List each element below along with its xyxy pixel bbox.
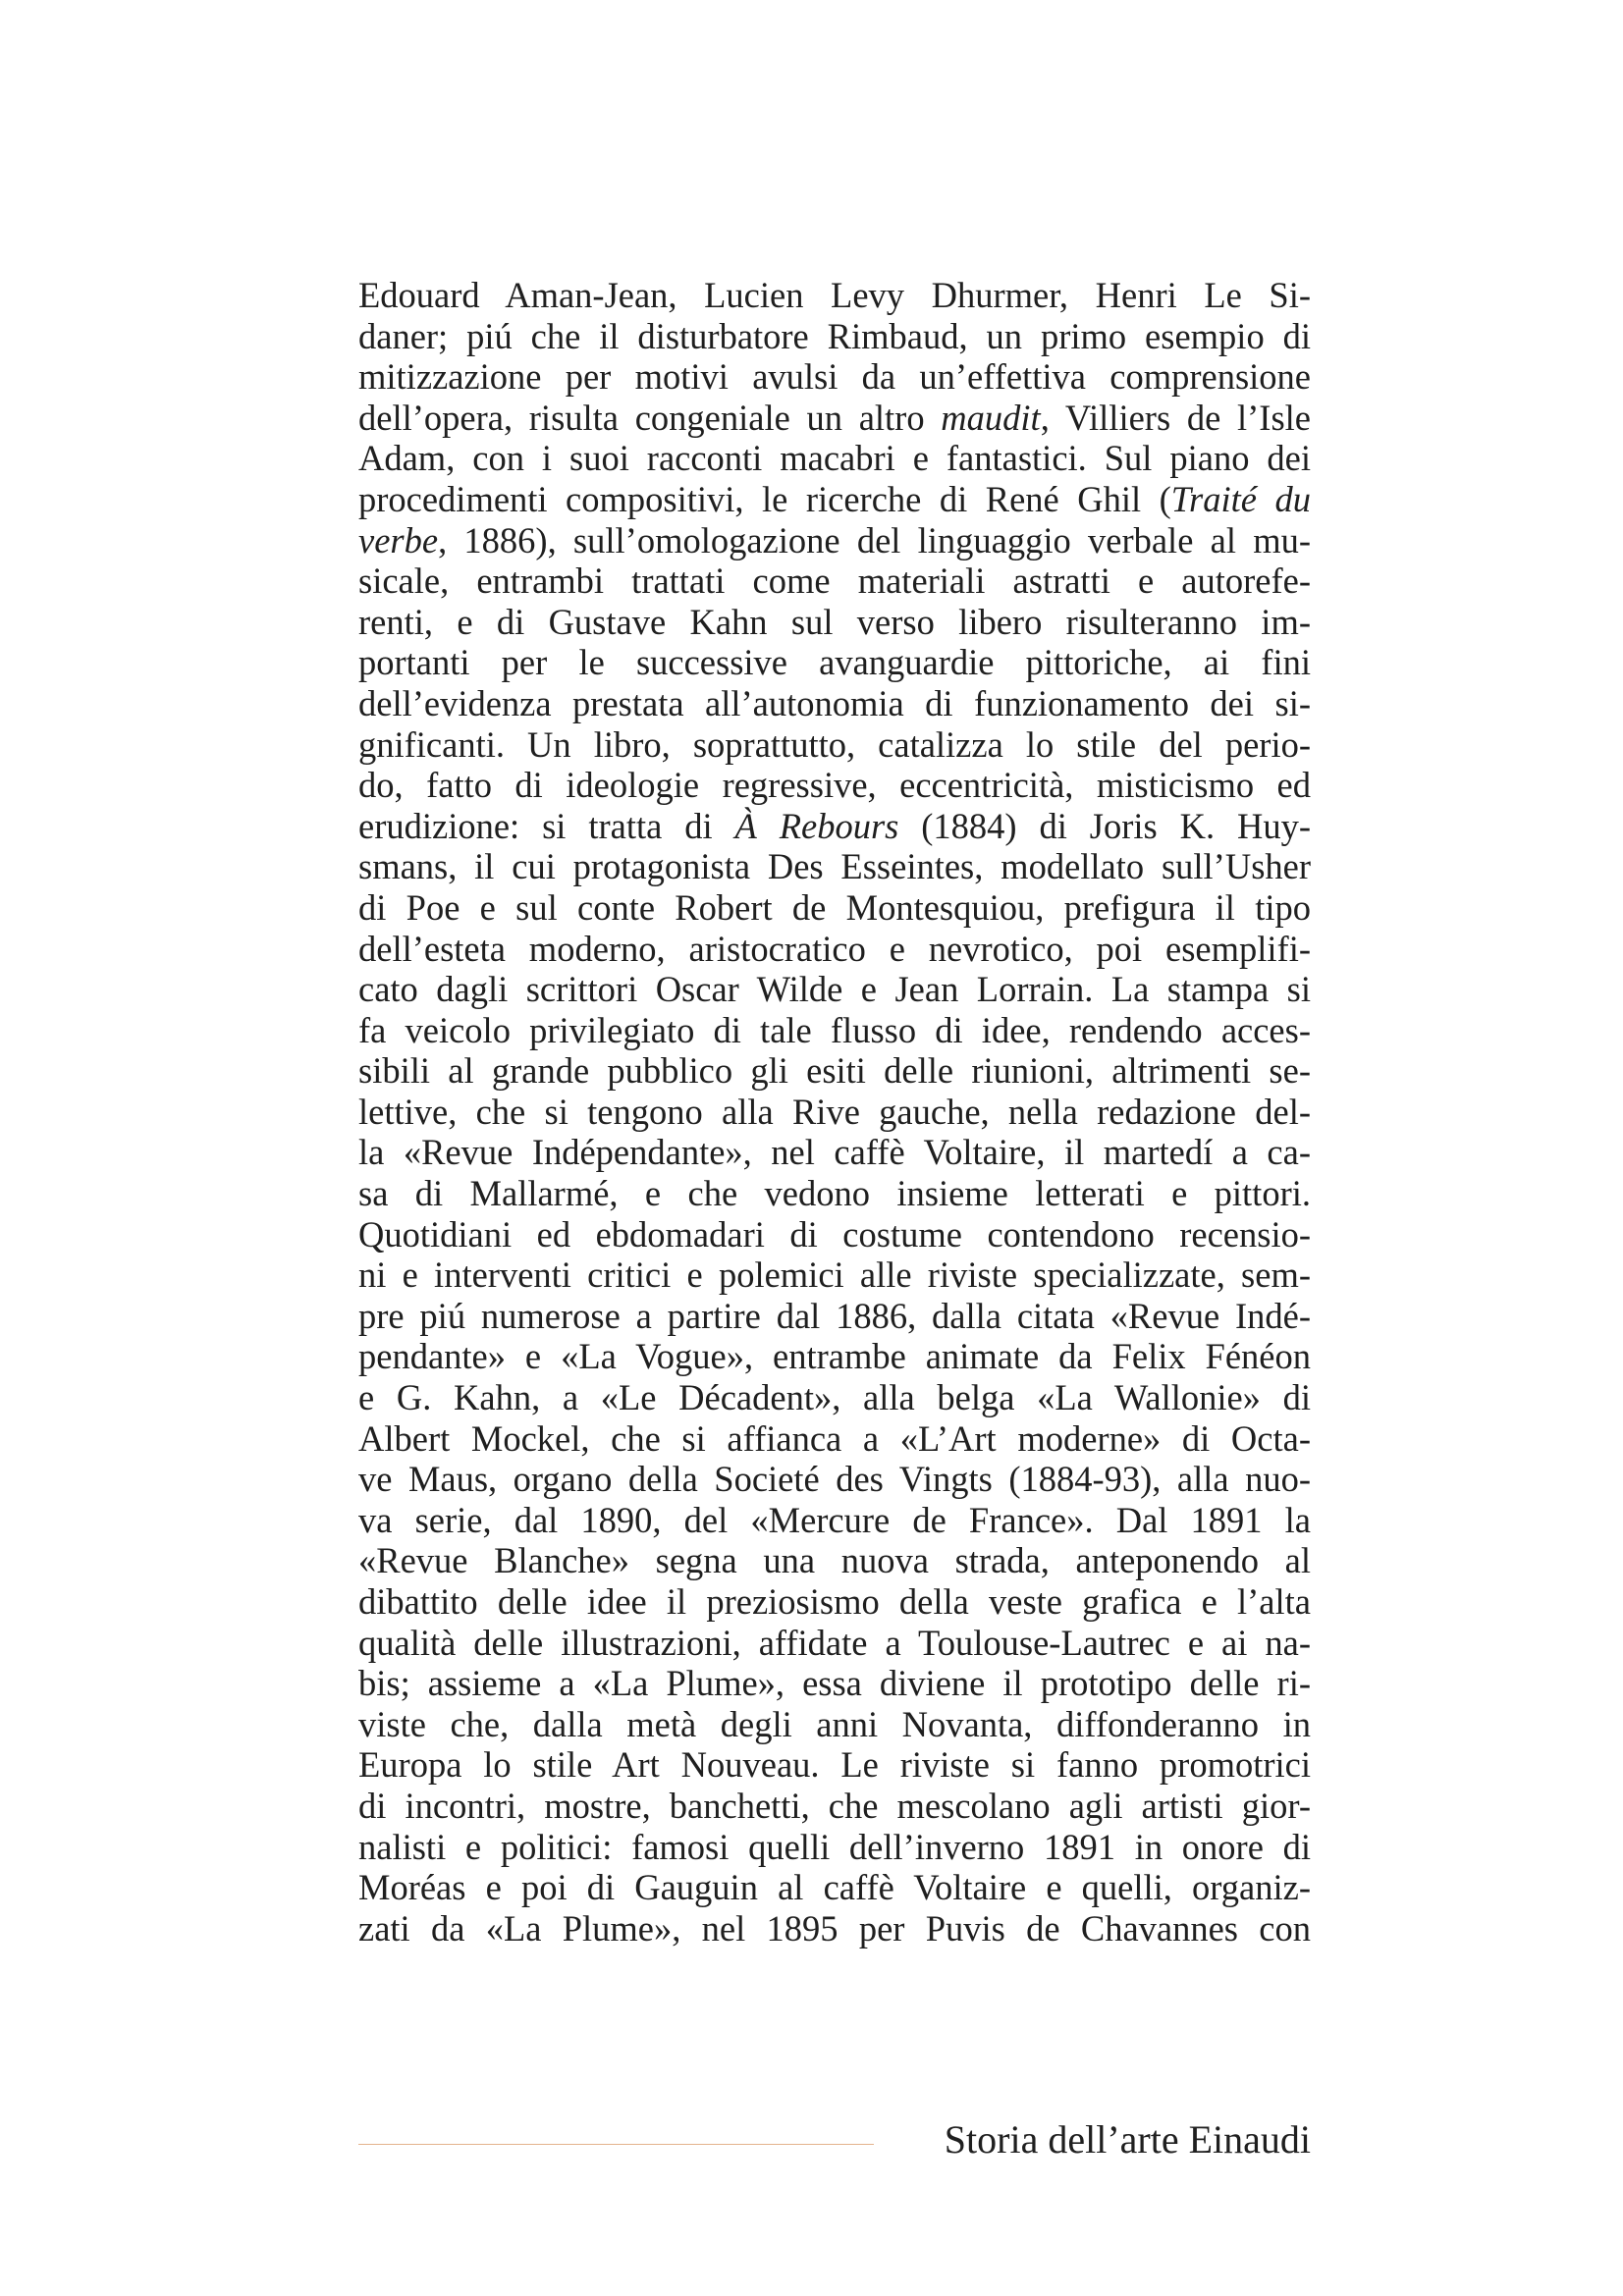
text-line: pre piú numerose a partire dal 1886, dalla citata «Revue Indé- [358,1295,1311,1336]
text-line: Adam, con i suoi racconti macabri e fantastici. Sul piano dei [358,438,1311,479]
text-line: mitizzazione per motivi avulsi da un’effettiva comprensione [358,356,1311,398]
text-line: di incontri, mostre, banchetti, che mescolano agli artisti gior- [358,1785,1311,1826]
text-line: ni e interventi critici e polemici alle riviste specializzate, sem- [358,1255,1311,1296]
text-line: smans, il cui protagonista Des Esseintes, modellato sull’Usher [358,846,1311,887]
text-line: Quotidiani ed ebdomadari di costume contendono recensio- [358,1213,1311,1255]
text-line: pendante» e «La Vogue», entrambe animate da Felix Fénéon [358,1336,1311,1377]
text-line: dell’evidenza prestata all’autonomia di funzionamento dei si- [358,682,1311,723]
text-line: cato dagli scrittori Oscar Wilde e Jean Lorrain. La stampa si [358,969,1311,1010]
text-line: gnificanti. Un libro, soprattutto, catalizza lo stile del perio- [358,723,1311,765]
page-footer [358,2110,1311,2169]
text-line: dell’esteta moderno, aristocratico e nevrotico, poi esemplifi- [358,928,1311,969]
text-line: «Revue Blanche» segna una nuova strada, anteponendo al [358,1540,1311,1581]
text-line: dell’opera, risulta congeniale un altro maudit, Villiers de l’Isle [358,397,1311,438]
text-line: bis; assieme a «La Plume», essa diviene il prototipo delle ri- [358,1663,1311,1704]
text-line: lettive, che si tengono alla Rive gauche, nella redazione del- [358,1091,1311,1132]
text-line: renti, e di Gustave Kahn sul verso libero risulteranno im- [358,601,1311,642]
body-text [358,275,1311,1949]
text-line: zati da «La Plume», nel 1895 per Puvis de Chavannes con [358,1907,1311,1949]
text-line: portanti per le successive avanguardie pittoriche, ai fini [358,642,1311,683]
text-line: sibili al grande pubblico gli esiti delle riunioni, altrimenti se- [358,1050,1311,1092]
text-line: erudizione: si tratta di À Rebours (1884) di Joris K. Huy- [358,805,1312,846]
text-line: sa di Mallarmé, e che vedono insieme letterati e pittori. [358,1173,1311,1214]
text-line: la «Revue Indépendante», nel caffè Voltaire, il martedí a ca- [358,1132,1311,1173]
text-line: ve Maus, organo della Societé des Vingts (1884-93), alla nuo- [358,1459,1311,1500]
text-line: qualità delle illustrazioni, affidate a Toulouse-Lautrec e ai na- [358,1622,1311,1663]
text-line: procedimenti compositivi, le ricerche di René Ghil (Traité du [358,478,1311,519]
text-line: sicale, entrambi trattati come materiali astratti e autorefe- [358,561,1311,602]
text-line: Edouard Aman-Jean, Lucien Levy Dhurmer, Henri Le Si- [358,275,1311,315]
text-line: di Poe e sul conte Robert de Montesquiou, prefigura il tipo [358,886,1311,928]
text-line: fa veicolo privilegiato di tale flusso di idee, rendendo acces- [358,1009,1311,1050]
text-line: Albert Mockel, che si affianca a «L’Art moderne» di Octa- [358,1417,1311,1459]
text-line: dibattito delle idee il preziosismo della veste grafica e l’alta [358,1581,1311,1622]
text-line: daner; piú che il disturbatore Rimbaud, un primo esempio di [358,315,1311,356]
text-line: viste che, dalla metà degli anni Novanta, diffonderanno in [358,1703,1311,1744]
footer-rule [358,2144,874,2145]
text-line: va serie, dal 1890, del «Mercure de France». Dal 1891 la [358,1499,1311,1540]
footer-title: Storia dell’arte Einaudi [944,2117,1311,2162]
text-line: do, fatto di ideologie regressive, eccentricità, misticismo ed [358,765,1311,806]
text-line: e G. Kahn, a «Le Décadent», alla belga «La Wallonie» di [358,1377,1311,1418]
text-line: nalisti e politici: famosi quelli dell’inverno 1891 in onore di [358,1826,1311,1867]
text-line: Moréas e poi di Gauguin al caffè Voltaire e quelli, organiz- [358,1867,1311,1908]
text-line: Europa lo stile Art Nouveau. Le riviste si fanno promotrici [358,1744,1311,1786]
text-line: verbe, 1886), sull’omologazione del linguaggio verbale al mu- [358,519,1311,561]
